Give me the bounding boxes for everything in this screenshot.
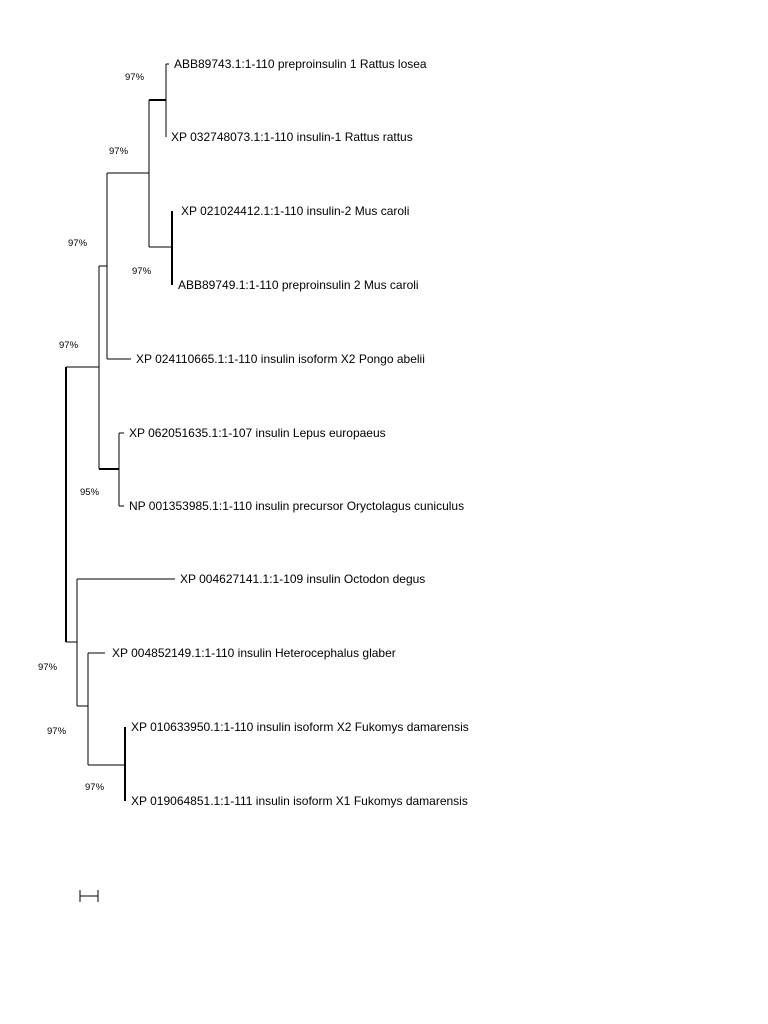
support-label: 97% <box>125 72 145 83</box>
support-label: 97% <box>132 266 152 277</box>
leaf-label: ABB89743.1:1-110 preproinsulin 1 Rattus losea <box>174 57 427 71</box>
support-label: 97% <box>68 238 88 249</box>
leaf-label: XP 010633950.1:1-110 insulin isoform X2 Fukomys damarensis <box>131 720 469 734</box>
support-label: 97% <box>109 146 129 157</box>
leaf-label: XP 021024412.1:1-110 insulin-2 Mus caroli <box>181 204 410 218</box>
leaf-label: XP 004852149.1:1-110 insulin Heterocephalus glaber <box>112 646 396 660</box>
leaf-label: XP 004627141.1:1-109 insulin Octodon degus <box>180 572 426 586</box>
leaf-label: XP 062051635.1:1-107 insulin Lepus europaeus <box>129 426 386 440</box>
support-label: 97% <box>59 340 79 351</box>
support-label: 95% <box>80 487 100 498</box>
leaf-label: XP 024110665.1:1-110 insulin isoform X2 Pongo abelii <box>136 352 425 366</box>
leaf-label: XP 019064851.1:1-111 insulin isoform X1 Fukomys damarensis <box>131 794 468 808</box>
support-label: 97% <box>38 662 58 673</box>
leaf-label: ABB89749.1:1-110 preproinsulin 2 Mus caroli <box>178 278 419 292</box>
leaf-label: XP 032748073.1:1-110 insulin-1 Rattus rattus <box>171 130 413 144</box>
leaf-label: NP 001353985.1:1-110 insulin precursor Oryctolagus cuniculus <box>129 499 465 513</box>
support-label: 97% <box>85 782 105 793</box>
scale-bar <box>80 890 98 902</box>
leaf-labels <box>112 57 469 808</box>
support-label: 97% <box>47 726 67 737</box>
